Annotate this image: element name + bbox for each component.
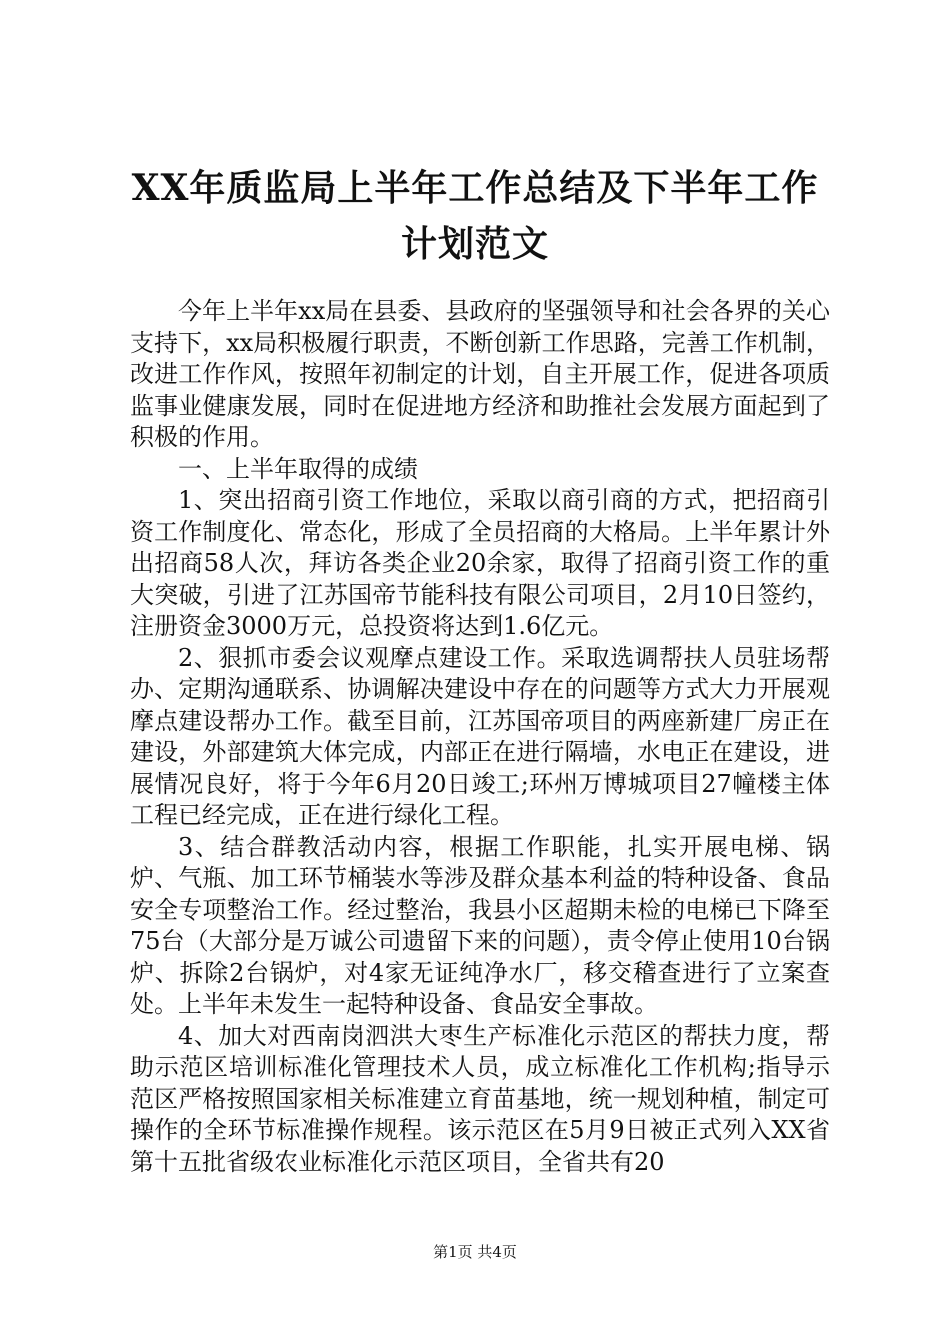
section-heading-achievements: 一、上半年取得的成绩 xyxy=(178,454,418,483)
paragraph-item-4: 4、加大对西南岗泗洪大枣生产标准化示范区的帮扶力度，帮助示范区培训标准化管理技术人员，成立标准化工作机构;指导示范区严格按照国家相关标准建立育苗基地，统一规划种植，制定可操作的全环节标准操作规程。该示范区在5月9日被正式列入XX省第十五批省级农业标准化示范区项目，全省共有20 xyxy=(130,1021,830,1176)
paragraph-intro: 今年上半年xx局在县委、县政府的坚强领导和社会各界的关心支持下，xx局积极履行职责，不断创新工作思路，完善工作机制，改进工作作风，按照年初制定的计划，自主开展工作，促进各项质监事业健康发展，同时在促进地方经济和助推社会发展方面起到了积极的作用。 xyxy=(130,297,830,451)
document-title: XX年质监局上半年工作总结及下半年工作计划范文 xyxy=(131,167,819,265)
paragraph-item-2: 2、狠抓市委会议观摩点建设工作。采取选调帮扶人员驻场帮办、定期沟通联系、协调解决建设中存在的问题等方式大力开展观摩点建设帮办工作。截至目前，江苏国帝项目的两座新建厂房正在建设，外部建筑大体完成，内部正在进行隔墙，水电正在建设，进展情况良好，将于今年6月20日竣工;环州万博城项目27幢楼主体工程已经完成，正在进行绿化工程。 xyxy=(130,643,830,829)
document-body xyxy=(130,296,830,1178)
paragraph-item-3: 3、结合群教活动内容，根据工作职能，扎实开展电梯、锅炉、气瓶、加工环节桶装水等涉及群众基本利益的特种设备、食品安全专项整治工作。经过整治，我县小区超期未检的电梯已下降至75台（大部分是万诚公司遗留下来的问题），责令停止使用10台锅炉、拆除2台锅炉，对4家无证纯净水厂，移交稽查进行了立案查处。上半年未发生一起特种设备、食品安全事故。 xyxy=(130,832,830,1018)
paragraph-item-1: 1、突出招商引资工作地位，采取以商引商的方式，把招商引资工作制度化、常态化，形成了全员招商的大格局。上半年累计外出招商58人次，拜访各类企业20余家，取得了招商引资工作的重大突破，引进了江苏国帝节能科技有限公司项目，2月10日签约，注册资金3000万元，总投资将达到1.6亿元。 xyxy=(130,486,830,640)
page-number-footer: 第1页 共4页 xyxy=(433,1243,517,1261)
